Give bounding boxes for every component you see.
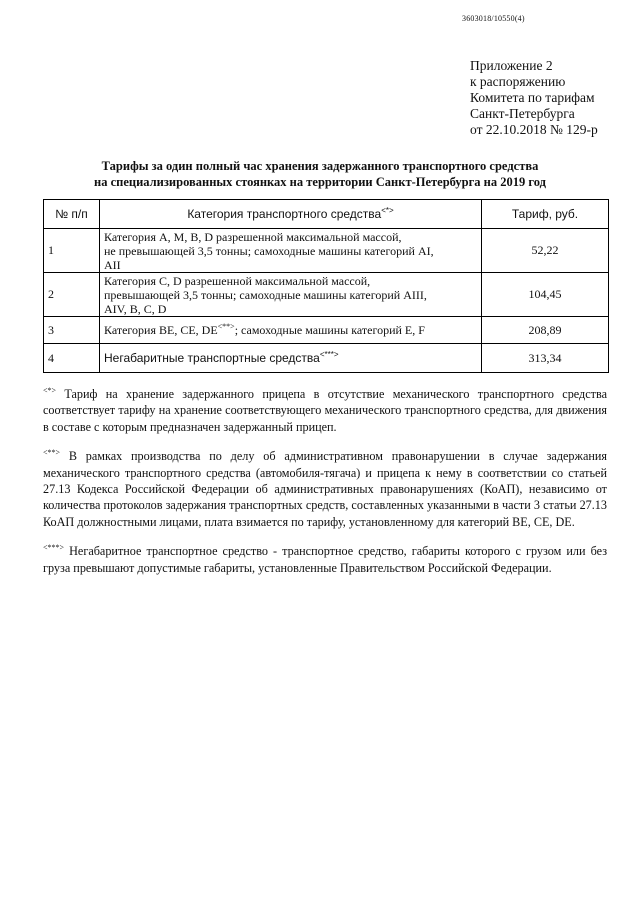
title-line-2: на специализированных стоянках на территории Санкт-Петербурга на 2019 год <box>94 175 546 189</box>
footnote-mark: <**> <box>43 448 61 458</box>
appendix-line-2: к распоряжению <box>470 74 566 89</box>
tariff-table <box>43 199 609 373</box>
row-category <box>100 344 482 373</box>
row-num: 1 <box>44 229 100 273</box>
table-header-row <box>44 200 609 229</box>
appendix-line-3: Комитета по тарифам <box>470 90 595 105</box>
row-tariff: 104,45 <box>482 273 609 317</box>
row-category-line: не превышающей 3,5 тонны; самоходные машины категорий AI, <box>104 243 434 258</box>
footnote-text: Негабаритное транспортное средство - транспортное средство, габариты которого с грузом или без груза превышают допустимые габариты, установленные Правительством Российской Федерации. <box>43 544 608 575</box>
footnote-text: В рамках производства по делу об административном правонарушении в случае задержания механического транспортного средства (автомобиля-тягача) и прицепа к нему в соответствии со статьей 27.13 Кодекса Российской Федерации об административных правонарушениях (КоАП), независимо от количества протоколов задержания транспортных средств, составленных указанными в части 3 статьи 27.13 КоАП должностными лицами, плата взимается по тарифу, установленному для категорий BE, CE, DE. <box>43 449 607 529</box>
row-num: 4 <box>44 344 100 373</box>
appendix-line-5: от 22.10.2018 № 129-р <box>470 122 598 137</box>
row-category <box>100 229 482 273</box>
row-category-line: Категория A, M, B, D разрешенной максимальной массой, <box>104 229 402 244</box>
row-category <box>100 273 482 317</box>
footnote-text: Тариф на хранение задержанного прицепа в отсутствие механического транспортного средства соответствует тарифу на хранение соответствующего механического транспортного средства, для движения в составе с которым предназначен задержанный прицеп. <box>43 387 607 434</box>
appendix-line-1: Приложение 2 <box>470 58 553 73</box>
row-category <box>100 317 482 344</box>
row-category-text-after: ; самоходные машины категорий E, F <box>234 323 425 337</box>
footnote-1 <box>43 386 607 435</box>
row-tariff: 208,89 <box>482 317 609 344</box>
document-id: 3603018/10550(4) <box>462 14 525 23</box>
footnote-mark: <*> <box>43 386 57 395</box>
row-category-text: Категория BE, CE, DE <box>104 323 218 337</box>
table-row <box>44 317 609 344</box>
appendix-line-4: Санкт-Петербурга <box>470 106 575 121</box>
row-tariff: 313,34 <box>482 344 609 373</box>
row-num: 2 <box>44 273 100 317</box>
row-category-mark: <**> <box>217 322 235 331</box>
appendix-block <box>470 58 598 138</box>
row-category-line: AII <box>104 257 121 272</box>
header-tariff: Тариф, руб. <box>482 200 609 229</box>
table-row <box>44 273 609 317</box>
footnote-2 <box>43 448 607 530</box>
table-row <box>44 229 609 273</box>
document-title <box>0 158 640 190</box>
row-num: 3 <box>44 317 100 344</box>
row-category-line: Категория C, D разрешенной максимальной массой, <box>104 273 371 288</box>
title-line-1: Тарифы за один полный час хранения задержанного транспортного средства <box>101 159 539 173</box>
footnote-3 <box>43 543 607 576</box>
footnote-mark: <***> <box>43 543 65 553</box>
row-category-line: превышающей 3,5 тонны; самоходные машины категорий AIII, <box>104 287 427 302</box>
footnotes <box>43 386 607 589</box>
header-num: № п/п <box>44 200 100 229</box>
table-row <box>44 344 609 373</box>
row-category-line: AIV, B, C, D <box>104 301 167 316</box>
header-category-label: Категория транспортного средства <box>187 207 382 221</box>
row-category-text: Негабаритные транспортные средства <box>104 351 320 365</box>
row-tariff: 52,22 <box>482 229 609 273</box>
header-category-mark: <*> <box>381 206 394 215</box>
row-category-mark: <***> <box>319 350 339 359</box>
header-category <box>100 200 482 229</box>
